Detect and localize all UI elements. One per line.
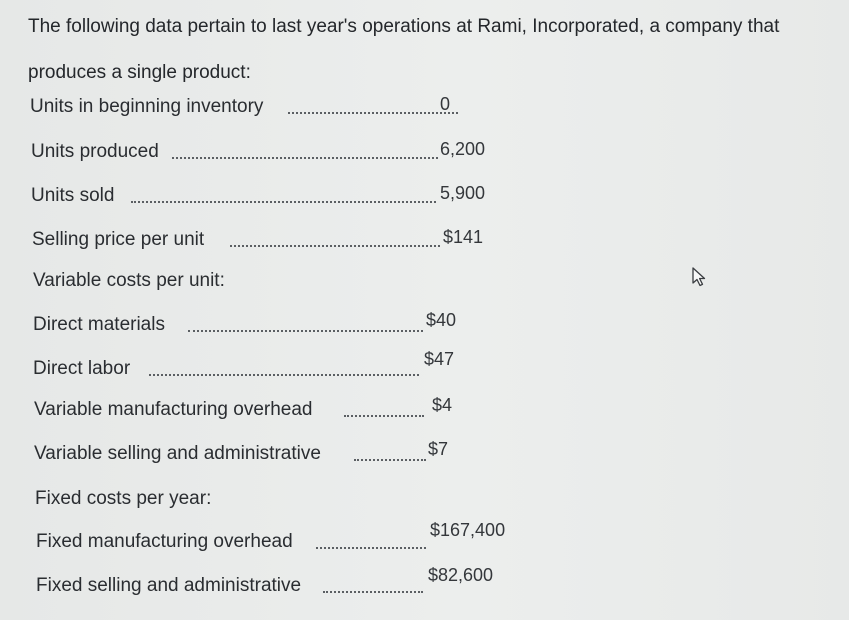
leader-dots bbox=[149, 372, 419, 376]
row-label: Direct materials bbox=[33, 314, 165, 335]
row-label: Fixed manufacturing overhead bbox=[36, 531, 293, 552]
leader-dots bbox=[172, 155, 438, 159]
value-units-produced: 6,200 bbox=[440, 139, 486, 159]
intro-line-1: The following data pertain to last year's operations at Rami, Incorporated, a company that bbox=[28, 16, 780, 37]
leader-dots bbox=[354, 457, 426, 461]
value-direct-materials: $40 bbox=[426, 310, 457, 330]
value-units-sold: 5,900 bbox=[440, 183, 486, 203]
value-fixed-selling-admin: $82,600 bbox=[428, 565, 494, 585]
row-label: Variable selling and administrative bbox=[34, 443, 321, 464]
row-direct-materials bbox=[33, 313, 433, 337]
intro-line-2: produces a single product: bbox=[28, 62, 251, 83]
row-units-beginning-inventory bbox=[30, 95, 460, 119]
leader-dots bbox=[316, 545, 426, 549]
row-units-produced bbox=[31, 140, 441, 164]
row-fixed-manufacturing-overhead bbox=[36, 530, 436, 554]
leader-dots bbox=[344, 413, 424, 417]
leader-dots bbox=[230, 243, 440, 247]
row-label: Units produced bbox=[31, 141, 159, 162]
leader-dots bbox=[188, 328, 423, 332]
intro-paragraph bbox=[28, 4, 838, 96]
row-selling-price bbox=[32, 228, 442, 252]
row-fixed-selling-admin bbox=[36, 574, 436, 598]
leader-dots bbox=[323, 589, 423, 593]
row-variable-selling-admin bbox=[34, 442, 434, 466]
row-label: Units sold bbox=[31, 185, 115, 206]
leader-dots bbox=[288, 110, 458, 114]
row-label: Units in beginning inventory bbox=[30, 96, 264, 117]
row-variable-manufacturing-overhead bbox=[34, 398, 434, 422]
row-label: Fixed selling and administrative bbox=[36, 575, 302, 596]
value-fixed-manufacturing-overhead: $167,400 bbox=[430, 520, 506, 540]
value-variable-manufacturing-overhead: $4 bbox=[432, 395, 453, 415]
row-label: Variable manufacturing overhead bbox=[34, 399, 313, 420]
row-direct-labor bbox=[33, 357, 433, 381]
value-selling-price: $141 bbox=[443, 227, 484, 247]
value-direct-labor: $47 bbox=[424, 349, 455, 369]
variable-costs-heading: Variable costs per unit: bbox=[33, 270, 225, 291]
value-units-beginning-inventory: 0 bbox=[440, 94, 451, 114]
row-label: Direct labor bbox=[33, 358, 131, 379]
row-units-sold bbox=[31, 184, 441, 208]
mouse-pointer-icon bbox=[691, 267, 709, 287]
fixed-costs-heading: Fixed costs per year: bbox=[35, 488, 212, 509]
value-variable-selling-admin: $7 bbox=[428, 439, 449, 459]
row-label: Selling price per unit bbox=[32, 229, 205, 250]
leader-dots bbox=[131, 199, 436, 203]
